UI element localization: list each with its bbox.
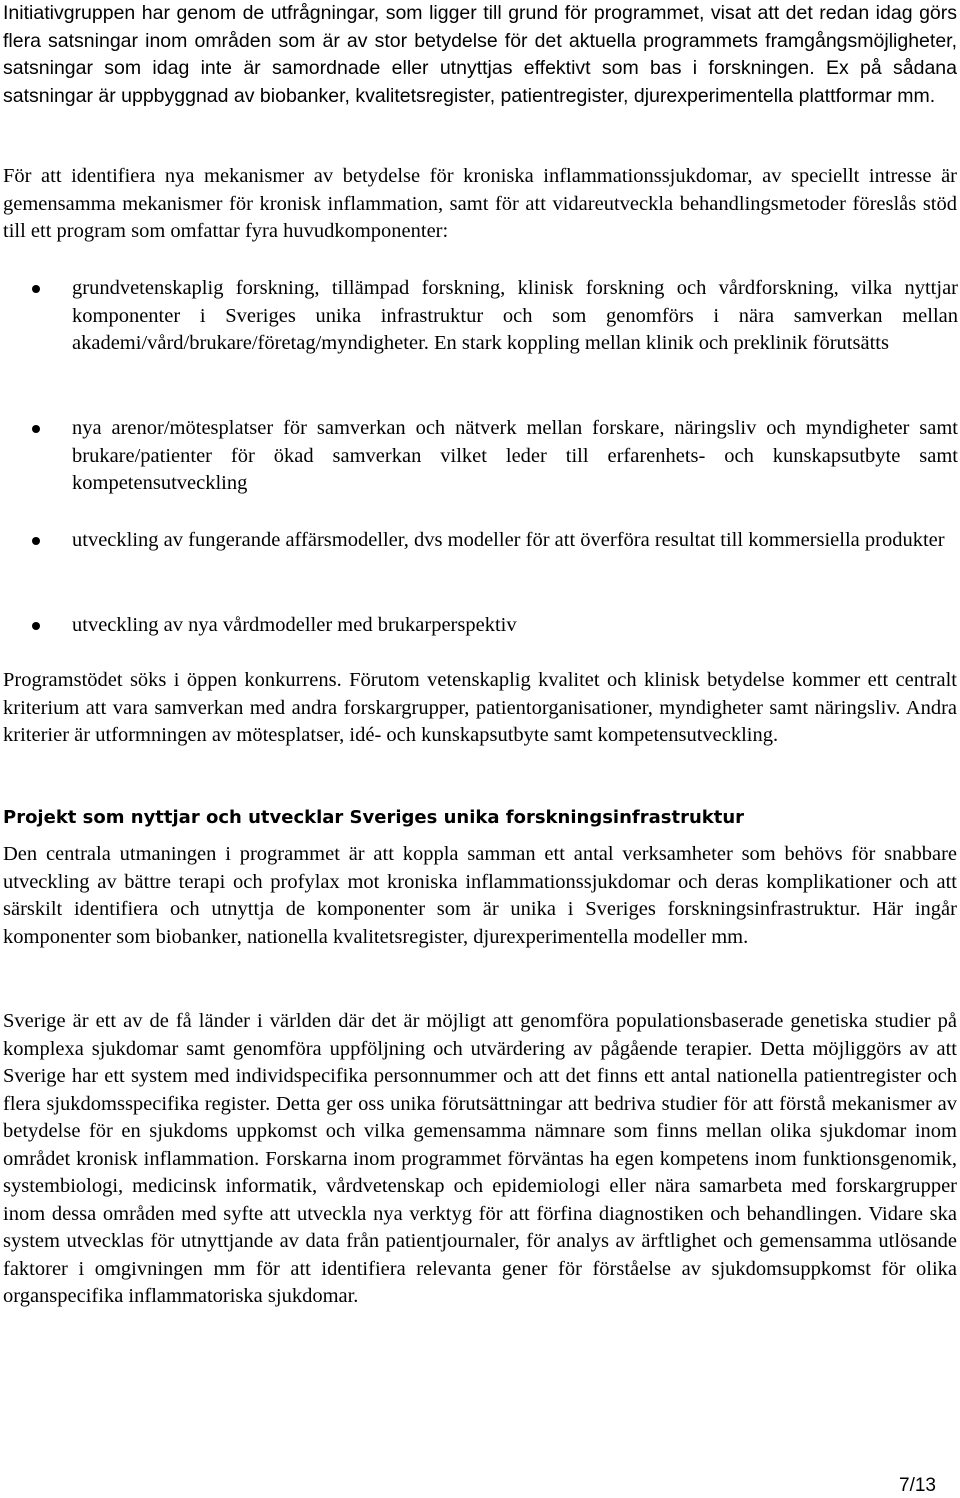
support-paragraph: Programstödet söks i öppen konkurrens. Förutom vetenskaplig kvalitet och klinisk betydelse kommer ett centralt kriterium att vara samverkan med andra forskargrupper, patientorganisationer, myndigheter samt näringsliv. Andra kriterier är utformningen av mötesplatser, idé- och kunskapsutbyte samt kompetensutveckling. [3,669,957,746]
bullet-marker [32,285,40,293]
bullet-marker [32,622,40,630]
bullet-marker [32,425,40,433]
page-number: 7/13 [899,1475,936,1496]
identify-paragraph: För att identifiera nya mekanismer av betydelse för kroniska inflammationssjukdomar, av speciellt intresse är gemensamma mekanismer för kronisk inflammation, samt för att vidareutveckla behandlingsmetoder föreslås stöd till ett program som omfattar fyra huvudkomponenter: [3,165,957,242]
bullet-item-1: grundvetenskaplig forskning, tillämpad forskning, klinisk forskning och vårdforskning, vilka nyttjar komponenter i Sveriges unika infrastruktur och som genomförs i nära samverkan mellan akademi/vård/brukare/företag/myndigheter. En stark koppling mellan klinik och preklinik förutsätts [72,277,958,354]
sweden-paragraph: Sverige är ett av de få länder i världen där det är möjligt att genomföra populationsbaserade genetiska studier på komplexa sjukdomar samt genomföra uppföljning och utvärdering av pågående terapier. Detta möjliggörs av att Sverige har ett system med individspecifika personnummer och att det finns ett antal nationella patientregister och flera sjukdomsspecifika register. Detta ger oss unika förutsättningar att bedriva studier för att förstå mekanismer av betydelse för en sjukdoms uppkomst och vilka gemensamma nämnare som finns mellan olika sjukdomar inom området kronisk inflammation. Forskarna inom programmet förväntas ha egen kompetens inom funktionsgenomik, systembiologi, medicinsk informatik, vårdvetenskap och epidemiologi eller nära samarbeta med forskargrupper inom dessa områden med syfte att utveckla nya verktyg för att förfina diagnostiken och behandlingen. Vidare ska system utvecklas för utnyttjande av data från patientjournaler, för analys av ärftlighet och gemensamma utlösande faktorer i omgivningen mm för att identifiera relevanta gener för förståelse av sjukdomsuppkomst för olika organspecifika inflammatoriska sjukdomar. [3,1010,957,1307]
bullet-item-4: utveckling av nya vårdmodeller med brukarperspektiv [72,614,517,636]
bullet-item-2: nya arenor/mötesplatser för samverkan och nätverk mellan forskare, näringsliv och myndigheter samt brukare/patienter för ökad samverkan vilket leder till erfarenhets- och kunskapsutbyte samt kompetensutveckling [72,417,958,494]
section-heading: Projekt som nyttjar och utvecklar Sveriges unika forskningsinfrastruktur [3,807,745,828]
intro-paragraph: Initiativgruppen har genom de utfrågningar, som ligger till grund för programmet, visat att det redan idag görs flera satsningar inom områden som är av stor betydelse för det aktuella programmets framgångsmöjligheter, satsningar som idag inte är samordnade eller utnyttjas effektivt som bas i forskningen. Ex på sådana satsningar är uppbyggnad av biobanker, kvalitetsregister, patientregister, djurexperimentella plattformar mm. [3,2,957,107]
bullet-marker [32,537,40,545]
challenge-paragraph: Den centrala utmaningen i programmet är att koppla samman ett antal verksamheter som behövs för snabbare utveckling av bättre terapi och profylax mot kroniska inflammationssjukdomar och deras komplikationer och att särskilt identifiera och utnyttja de komponenter som är unika i Sveriges forskningsinfrastruktur. Här ingår komponenter som biobanker, nationella kvalitetsregister, djurexperimentella modeller mm. [3,843,957,948]
bullet-item-3: utveckling av fungerande affärsmodeller, dvs modeller för att överföra resultat till kommersiella produkter [72,529,945,551]
